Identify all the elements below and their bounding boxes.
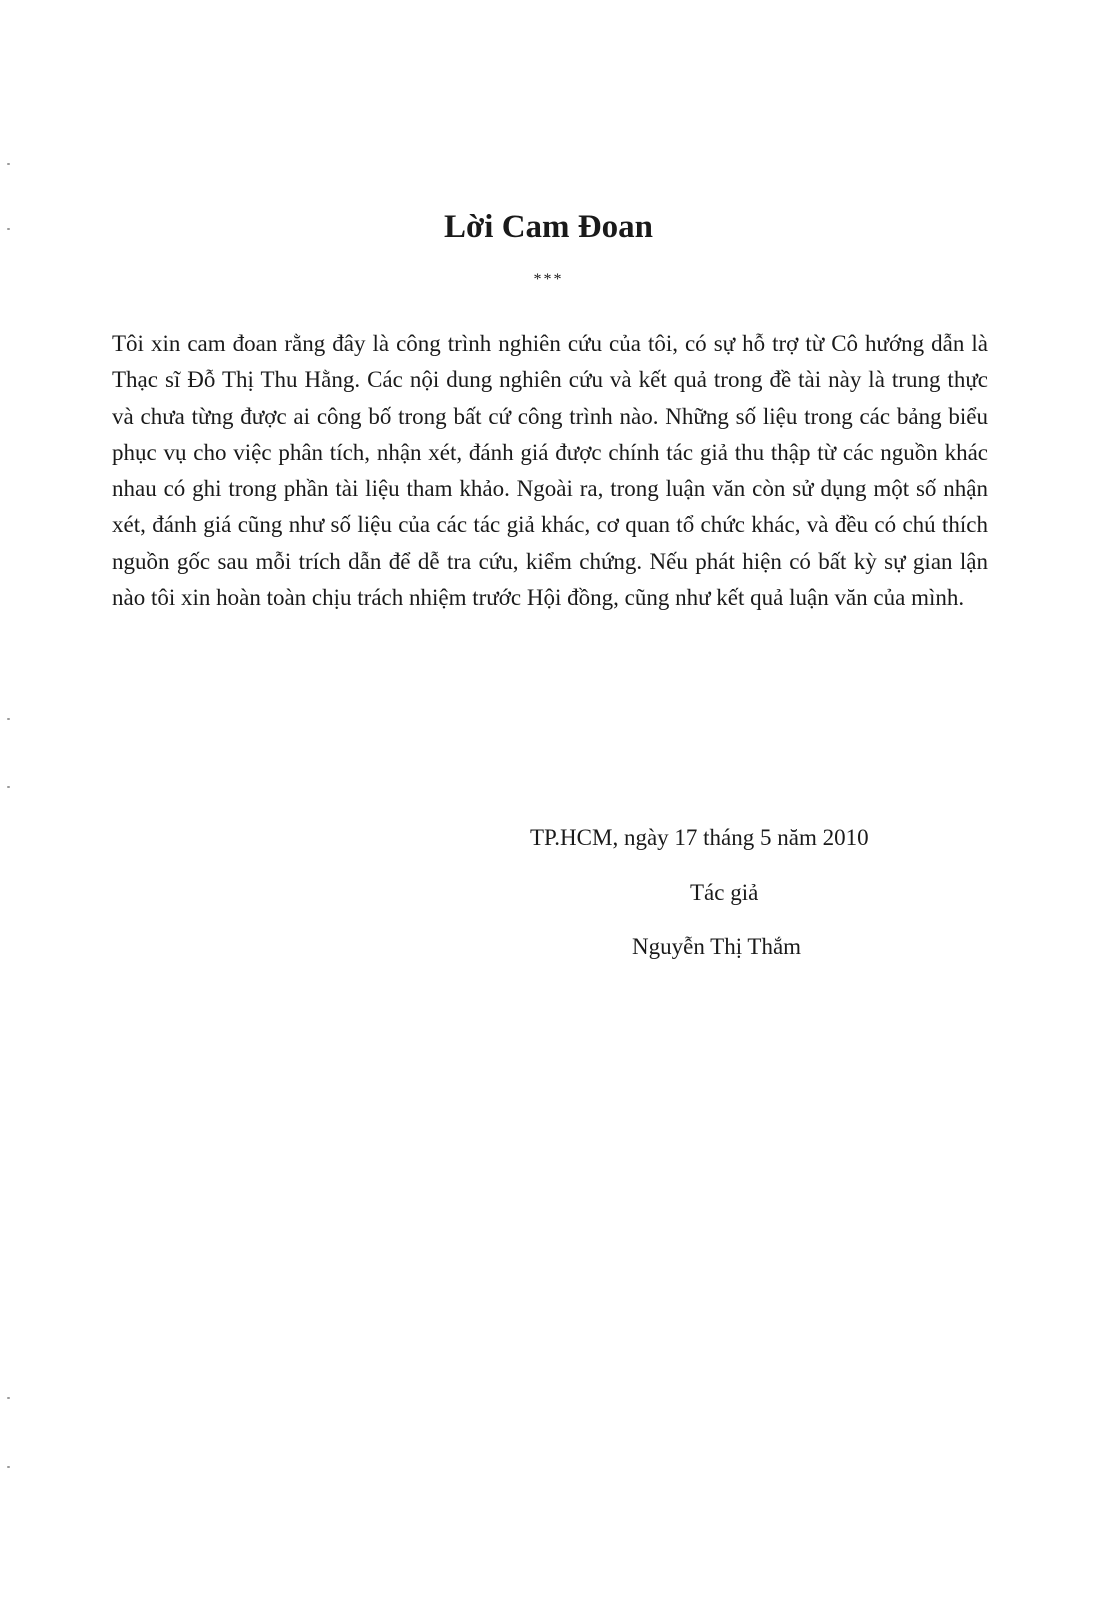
- scan-artifact: [7, 228, 10, 230]
- title-separator: ***: [533, 271, 564, 288]
- scan-artifact: [7, 718, 10, 720]
- scan-artifact: [7, 1466, 10, 1468]
- scan-artifact: [7, 163, 10, 165]
- signature-role: Tác giả: [690, 880, 759, 905]
- signature-date-line: TP.HCM, ngày 17 tháng 5 năm 2010: [530, 825, 869, 850]
- document-title: Lời Cam Đoan: [444, 209, 653, 245]
- declaration-paragraph: Tôi xin cam đoan rằng đây là công trình nghiên cứu của tôi, có sự hỗ trợ từ Cô hướng dẫn là Thạc sĩ Đỗ Thị Thu Hằng. Các nội dung nghiên cứu và kết quả trong đề tài này là trung thực và chưa từng được ai công bố trong bất cứ công trình nào. Những số liệu trong các bảng biểu phục vụ cho việc phân tích, nhận xét, đánh giá được chính tác giả thu thập từ các nguồn khác nhau có ghi trong phần tài liệu tham khảo. Ngoài ra, trong luận văn còn sử dụng một số nhận xét, đánh giá cũng như số liệu của các tác giả khác, cơ quan tổ chức khác, và đều có chú thích nguồn gốc sau mỗi trích dẫn để dễ tra cứu, kiểm chứng. Nếu phát hiện có bất kỳ sự gian lận nào tôi xin hoàn toàn chịu trách nhiệm trước Hội đồng, cũng như kết quả luận văn của mình.: [112, 331, 988, 611]
- scan-artifact: [7, 786, 10, 788]
- scan-artifact: [7, 1397, 10, 1399]
- signature-name: Nguyễn Thị Thắm: [632, 934, 802, 959]
